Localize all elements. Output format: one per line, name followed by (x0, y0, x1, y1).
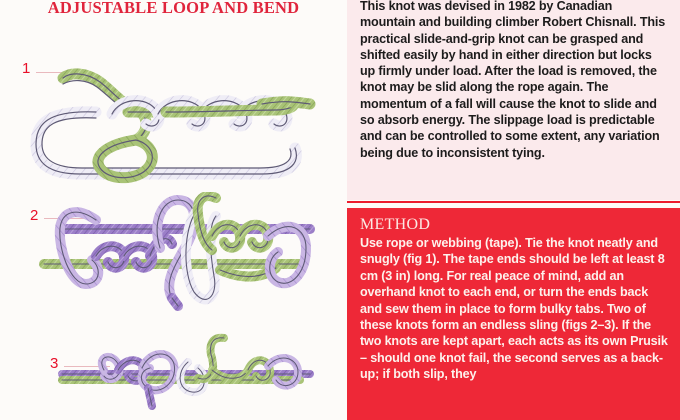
method-heading: METHOD (360, 216, 431, 233)
figure-1 (0, 52, 347, 192)
figure-2 (0, 192, 347, 332)
introduction-panel (347, 0, 680, 200)
method-panel (347, 208, 680, 420)
page-title: ADJUSTABLE LOOP AND BEND (47, 0, 300, 17)
figure-3-number: 3 (50, 355, 59, 372)
figure-3-illustration (0, 330, 347, 420)
introduction-text: This knot was devised in 1982 by Canadian mountain and building climber Robert Chisnall. This practical slide-and-grip knot can be grasped and shifted easily by hand in either direction but locks up firmly under load. After the load is removed, the knot may be slid along the rope again. The momentum of a fall will cause the knot to slide and so absorb energy. The slippage load is predictable and can be controlled to some extent, any variation being due to inconsistent tying. (360, 0, 666, 160)
figure-1-illustration (0, 52, 347, 192)
method-text: Use rope or webbing (tape). Tie the knot neatly and snugly (fig 1). The tape ends should be left at least 8 cm (3 in) long. For real peace of mind, add an overhand knot to each end, or turn the ends back and sew them in place to form bulky tabs. Two of these knots form an endless sling (figs 2–3). If the two knots are kept apart, each acts as its own Prusik – should one knot fail, the second serves as a back-up; if both slip, they (360, 236, 668, 382)
figure-2-illustration (0, 192, 347, 332)
figure-1-number: 1 (22, 60, 31, 77)
section-divider (347, 201, 680, 203)
text-column (347, 0, 680, 420)
figure-2-number: 2 (30, 207, 39, 224)
figure-3 (0, 330, 347, 420)
